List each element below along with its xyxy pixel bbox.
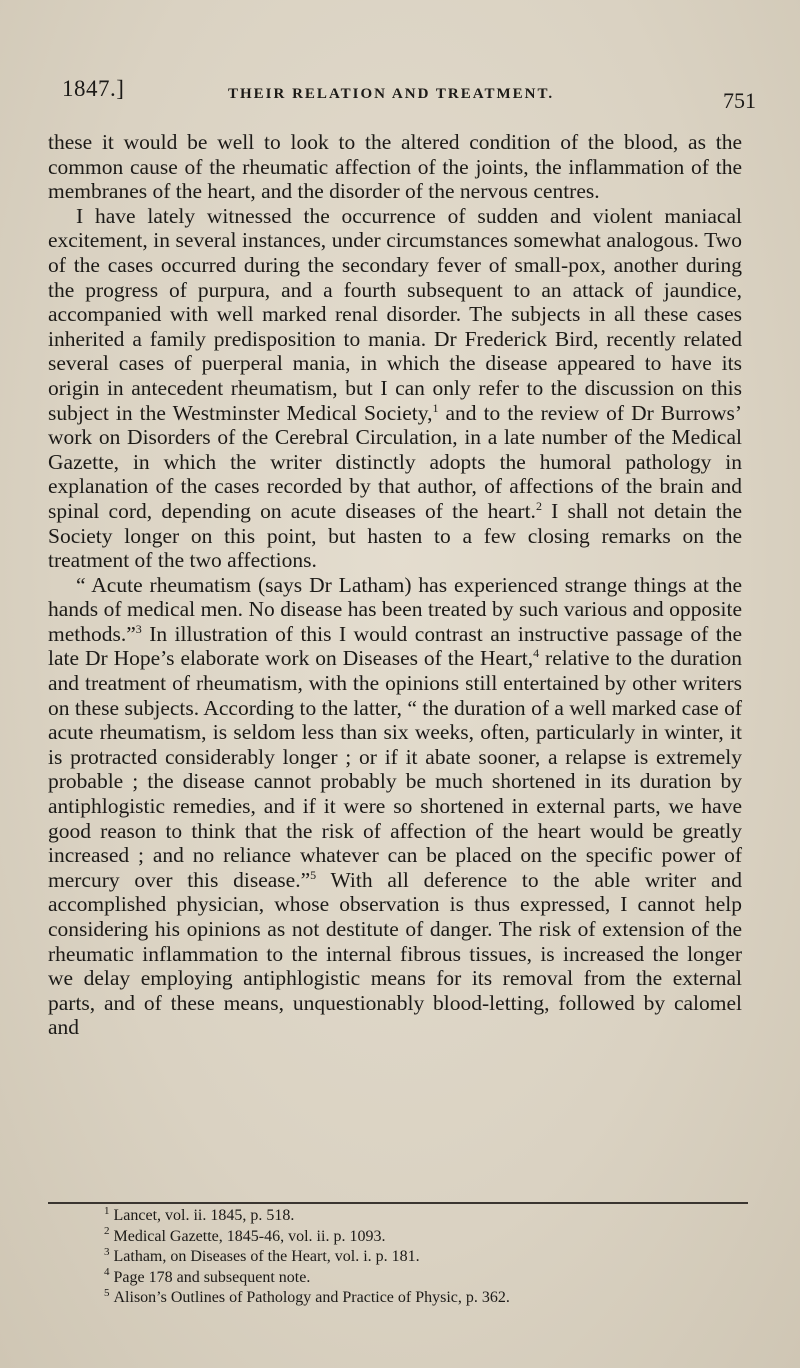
paragraph-text: these it would be well to look to the altered condition of the blood, as the common cause of the rheumatic affection of the joints, the inflammation of the membranes of the heart, and the disorder of the nervous centres. xyxy=(48,130,742,204)
footnote xyxy=(104,1268,744,1289)
paragraph-text: and to the review of Dr Burrows’ work on Disorders of the Cerebral Circulation, in a late number of the Medical Gazette, in which the writer distinctly adopts the humoral pathology in explanation of the cases recorded by that author, of affections of the brain and spinal cord, depending on acute diseases of the heart. xyxy=(48,400,742,523)
page-number: 751 xyxy=(723,88,756,113)
footnote-number: 1 xyxy=(104,1204,110,1217)
paragraph-text: I shall not detain the Society longer on this point, but hasten to a few closing remarks on the treatment of the two affections. xyxy=(48,498,742,573)
footnote-number: 4 xyxy=(104,1266,110,1279)
paragraph-text: “ Acute rheumatism (says Dr Latham) has experienced strange things at the hands of medical men. No disease has been treated by such various and opposite methods.” xyxy=(48,572,742,646)
footnote-text: Latham, on Diseases of the Heart, vol. i. p. 181. xyxy=(113,1248,420,1265)
footnote xyxy=(104,1247,744,1268)
footnote-reference: 3 xyxy=(135,621,142,636)
footnote xyxy=(104,1288,744,1309)
paragraph-text: I have lately witnessed the occurrence of sudden and violent maniacal excitement, in several instances, under circumstances somewhat analogous. Two of the cases occurred during the secondary fever of small-pox, another during the progress of purpura, and a fourth subsequent to an attack of jaundice, accompanied with well marked renal disorder. The subjects in all these cases inherited a family predisposition to mania. Dr Frederick Bird, recently related several cases of puerperal mania, in which the disease appeared to have its origin in antecedent rheumatism, but I can only refer to the discussion on this subject in the Westminster Medical Society, xyxy=(48,203,742,425)
footnote-text: Lancet, vol. ii. 1845, p. 518. xyxy=(113,1207,295,1224)
footnote-reference: 5 xyxy=(310,867,317,882)
footnote-rule xyxy=(48,1202,748,1204)
footnote-text: Page 178 and subsequent note. xyxy=(113,1268,311,1286)
year-label: 1847.] xyxy=(62,76,125,101)
footnote-number: 5 xyxy=(104,1286,110,1299)
footnote-text: Medical Gazette, 1845-46, vol. ii. p. 1093. xyxy=(113,1227,386,1245)
body-text xyxy=(48,130,742,1040)
paragraph-text: In illustration of this I would contrast an instructive passage of the late Dr Hope’s elaborate work on Diseases of the Heart, xyxy=(48,621,742,671)
footnote xyxy=(104,1206,744,1227)
footnote-reference: 2 xyxy=(535,498,542,513)
paragraph xyxy=(48,204,742,573)
paragraph xyxy=(48,573,742,1040)
footnotes xyxy=(104,1206,744,1309)
paragraph xyxy=(48,130,742,204)
paragraph-text: With all deference to the able writer and accomplished physician, whose observation is thus expressed, I cannot help considering his opinions as not destitute of danger. The risk of extension of the rheumatic inflammation to the internal fibrous tissues, is increased the longer we delay employing antiphlogistic means for its removal from the external parts, and of these means, unquestionably blood-letting, followed by calomel and xyxy=(48,867,742,1040)
running-head xyxy=(62,72,756,112)
footnote-number: 3 xyxy=(104,1245,110,1258)
footnote-text: Alison’s Outlines of Pathology and Practice of Physic, p. 362. xyxy=(113,1289,510,1306)
footnote-reference: 4 xyxy=(533,646,540,661)
footnote-reference: 1 xyxy=(432,400,439,415)
running-title: THEIR RELATION AND TREATMENT. xyxy=(228,86,555,102)
paragraph-text: relative to the duration and treatment of rheumatism, with the opinions still entertained by other writers on these subjects. According to the latter, “ the duration of a well marked case of acute rheumatism, is seldom less than six weeks, often, particularly in winter, it is protracted considerably longer ; or if it abate sooner, a relapse is extremely probable ; the disease cannot probably be much shortened in its duration by antiphlogistic remedies, and if it were so shortened in external parts, we have good reason to think that the risk of affection of the heart would be greatly increased ; and no reliance whatever can be placed on the specific power of mercury over this disease.” xyxy=(48,646,742,892)
footnote-number: 2 xyxy=(104,1225,110,1238)
footnote xyxy=(104,1227,744,1248)
